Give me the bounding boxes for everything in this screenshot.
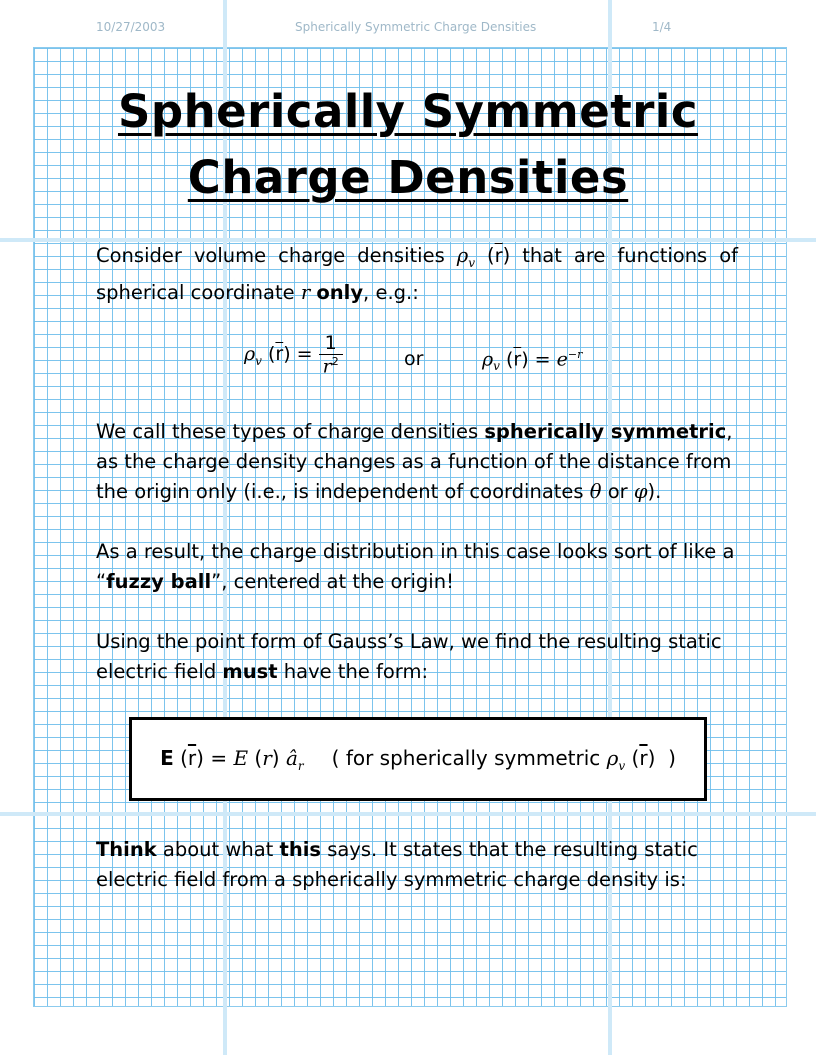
phi-symbol: φ [633, 480, 648, 503]
header-doc-title: Spherically Symmetric Charge Densities [295, 20, 537, 34]
r-variable: r [300, 280, 311, 304]
field-equation-condition: ( for spherically symmetric $\rho_v$ $(\overline{r})$ ) [331, 745, 676, 773]
theta-symbol: θ [589, 480, 602, 503]
charge-density-symbol: $\rho_v$ $(\overline{r})$ [456, 244, 511, 270]
page-title-line1: Spherically Symmetric [117, 85, 699, 138]
field-equation: E $(\overline{r}) = E$ (r) $â_r$ [160, 745, 304, 773]
or-label: or [404, 348, 424, 370]
header-date: 10/27/2003 [96, 20, 166, 34]
paragraph-think: Think about what this says. It states that the resulting static electric field from a spherically symmetric charge density is: [96, 838, 698, 891]
header-page-number: 1/4 [652, 20, 672, 34]
equation-exponential: $\rho_v$ $(\overline{r}) = e^{-r}$ [482, 348, 583, 374]
boxed-field-equation [129, 717, 707, 801]
paragraph-fuzzy-ball: As a result, the charge distribution in this case looks sort of like a “fuzzy ball”, centered at the origin! [96, 540, 735, 593]
paragraph-definition: We call these types of charge densities spherically symmetric, as the charge density changes as a function of the distance from the origin only (i.e., is independent of coordinates θ or φ). [96, 420, 733, 503]
paragraph-intro: Consider volume charge densities $\rho_v$ $(\overline{r})$ that are functions of spherical coordinate r only, e.g.: [96, 244, 739, 304]
page-title-line2: Charge Densities [187, 151, 629, 204]
equation-inverse-square: $\rho_v$ $(\overline{r})$ = $\frac{1}{r^2}$ [244, 332, 343, 377]
paragraph-gauss-law: Using the point form of Gauss’s Law, we find the resulting static electric field must have the form: [96, 630, 722, 683]
